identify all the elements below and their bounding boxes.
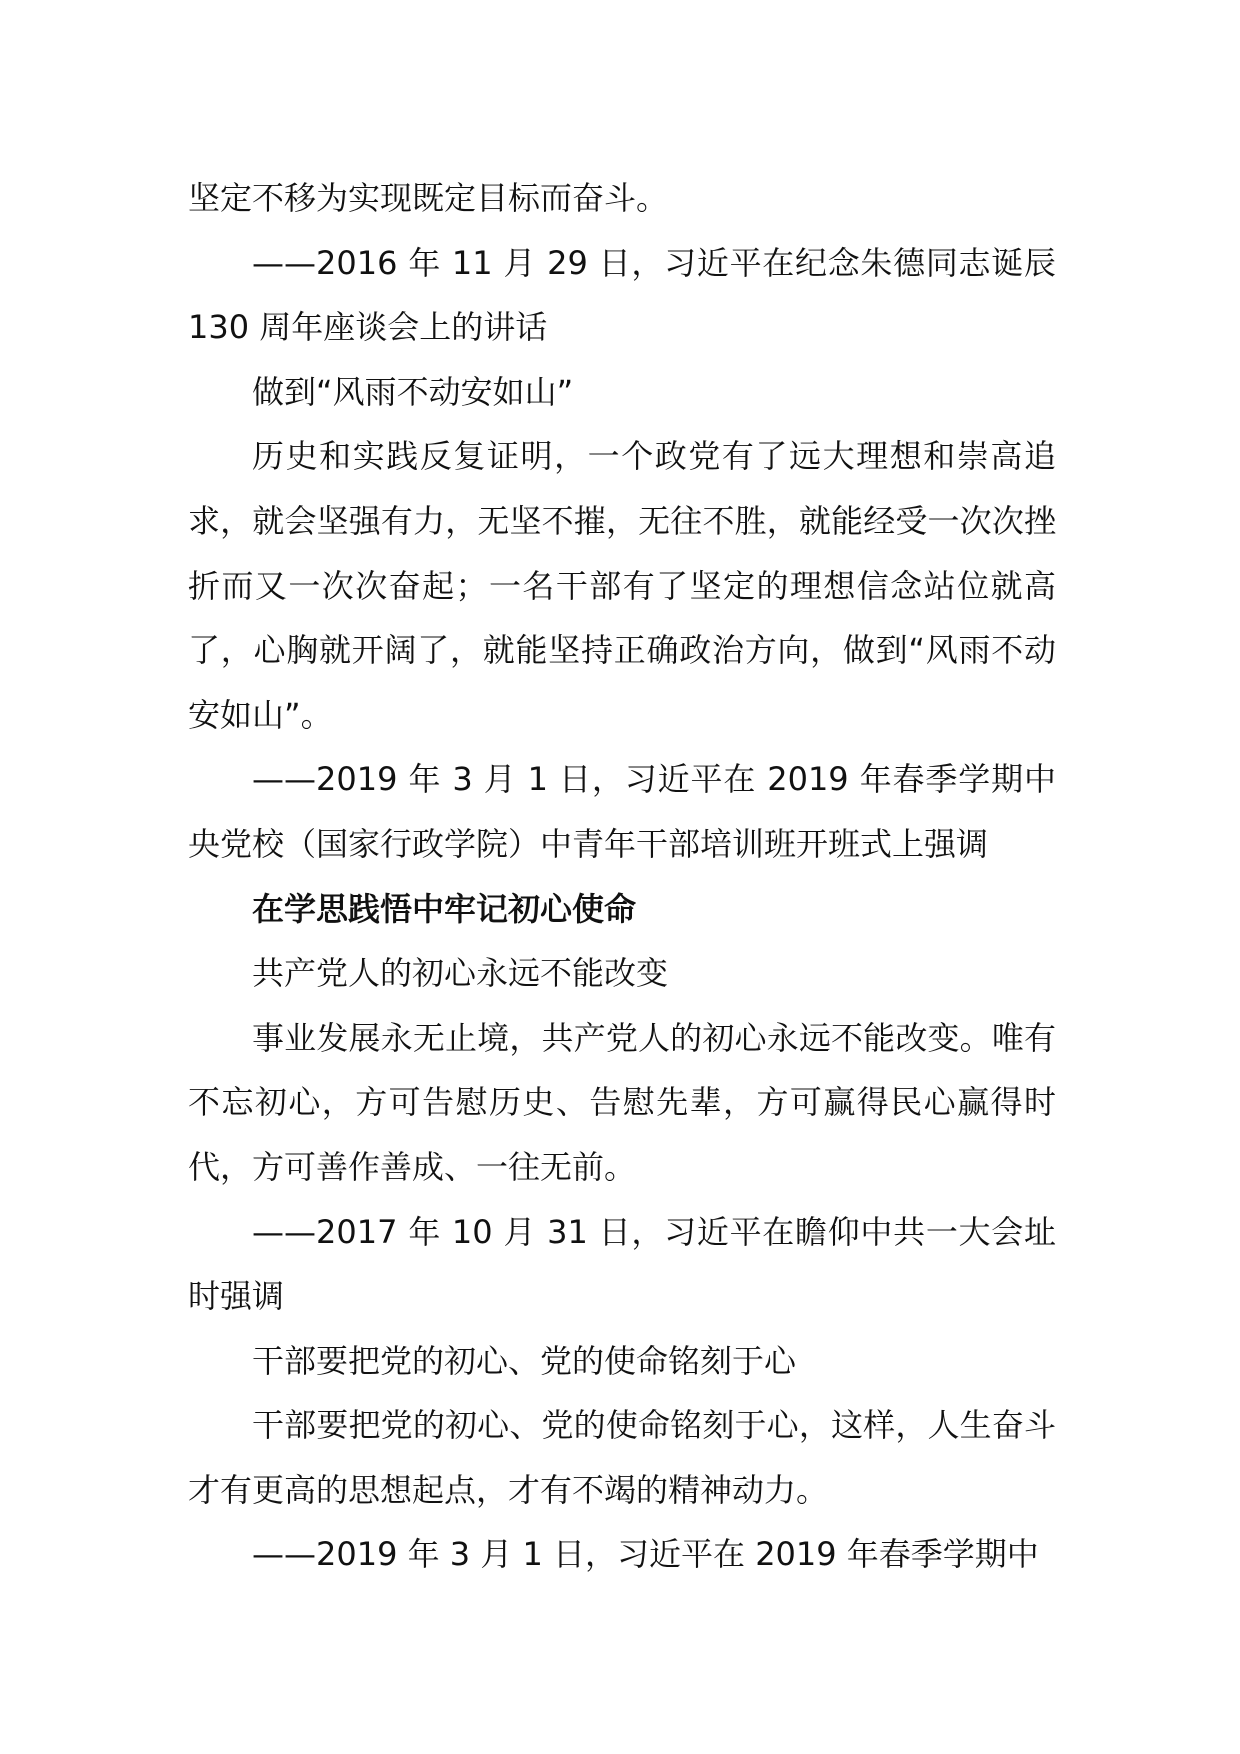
source-citation: ——2019 年 3 月 1 日，习近平在 2019 年春季学期中 [252,1535,1039,1574]
quote-subtitle: 共产党人的初心永远不能改变 [252,954,669,993]
quote-subtitle: 做到“风雨不动安如山” [252,372,574,411]
source-citation: ——2017 年 10 月 31 日，习近平在瞻仰中共一大会址时强调 [188,1212,1056,1316]
body-paragraph: 历史和实践反复证明，一个政党有了远大理想和崇高追求，就会坚强有力，无坚不摧，无往不胜，就能经受一次次挫折而又一次次奋起；一名干部有了坚定的理想信念站位就高了，心胸就开阔了，就能坚持正确政治方向，做到“风雨不动安如山”。 [188,437,1056,734]
paragraph-closing-line: 坚定不移为实现既定目标而奋斗。 [188,179,669,217]
body-paragraph: 事业发展永无止境，共产党人的初心永远不能改变。唯有不忘初心，方可告慰历史、告慰先辈，方可赢得民心赢得时代，方可善作善成、一往无前。 [188,1018,1056,1186]
quote-subtitle: 干部要把党的初心、党的使命铭刻于心 [252,1341,797,1380]
source-citation: ——2019 年 3 月 1 日，习近平在 2019 年春季学期中央党校（国家行政学院）中青年干部培训班开班式上强调 [188,760,1056,863]
body-paragraph: 干部要把党的初心、党的使命铭刻于心，这样，人生奋斗才有更高的思想起点，才有不竭的精神动力。 [188,1406,1056,1509]
section-heading: 在学思践悟中牢记初心使命 [252,889,637,928]
document-body [188,166,1056,1587]
source-citation: ——2016 年 11 月 29 日，习近平在纪念朱德同志诞辰 130 周年座谈会上的讲话 [188,243,1056,347]
